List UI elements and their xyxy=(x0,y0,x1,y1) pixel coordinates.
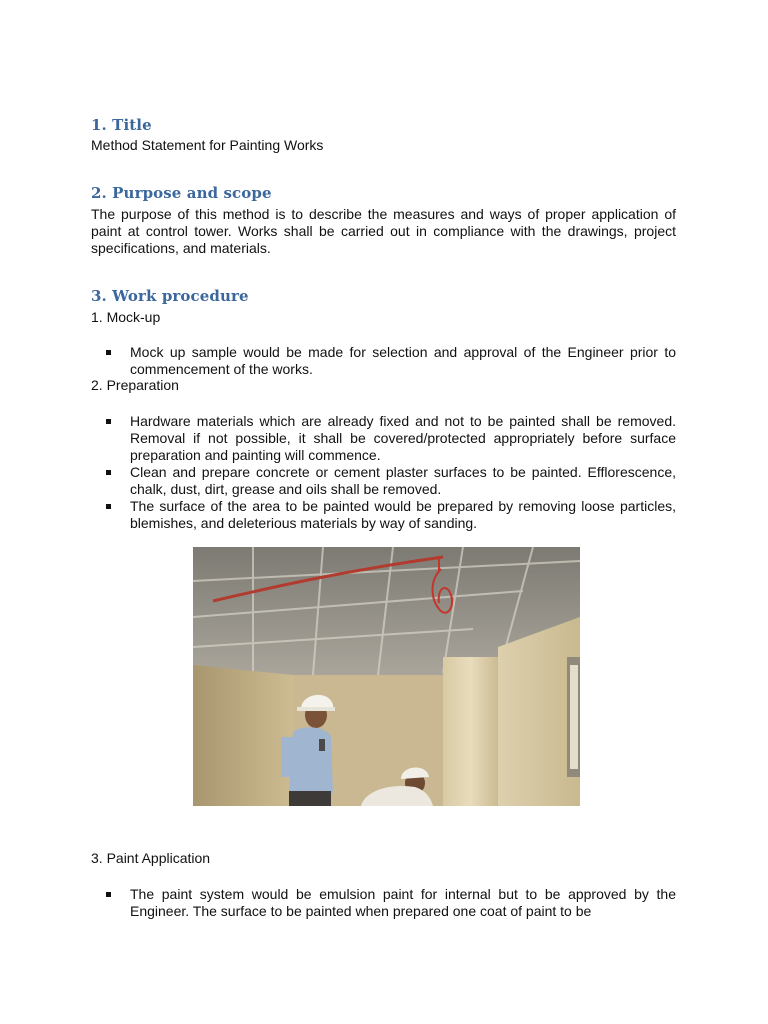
list-item xyxy=(91,344,676,378)
preparation-bullet-list xyxy=(91,413,676,532)
bullet-text: Clean and prepare concrete or cement plaster surfaces to be painted. Efflorescence, chalk, dust, dirt, grease and oils shall be removed. xyxy=(130,464,676,497)
list-item xyxy=(91,886,676,920)
step-label-preparation: 2. Preparation xyxy=(91,377,179,393)
bullet-text: The surface of the area to be painted would be prepared by removing loose particles, blemishes, and deleterious materials by way of sanding. xyxy=(130,498,676,531)
paint-application-bullet-list xyxy=(91,886,676,920)
step-label-mockup: 1. Mock-up xyxy=(91,309,161,325)
section-heading-work-procedure: 3. Work procedure xyxy=(91,287,249,305)
list-item xyxy=(91,464,676,498)
site-photo xyxy=(193,547,580,806)
step-label-paint-application: 3. Paint Application xyxy=(91,850,211,866)
bullet-icon xyxy=(106,892,111,897)
section-heading-title: 1. Title xyxy=(91,116,152,134)
list-item xyxy=(91,413,676,464)
title-text: Method Statement for Painting Works xyxy=(91,137,324,153)
bullet-icon xyxy=(106,504,111,509)
bullet-icon xyxy=(106,419,111,424)
bullet-text: The paint system would be emulsion paint for internal but to be approved by the Engineer. The surface to be painted when prepared one coat of paint to be xyxy=(130,886,676,919)
mockup-bullet-list xyxy=(91,344,676,378)
bullet-icon xyxy=(106,470,111,475)
bullet-icon xyxy=(106,350,111,355)
section-heading-purpose: 2. Purpose and scope xyxy=(91,184,272,202)
list-item xyxy=(91,498,676,532)
purpose-paragraph: The purpose of this method is to describe the measures and ways of proper application of paint at control tower. Works shall be carried out in compliance with the drawings, project specifications, and materials. xyxy=(91,206,676,256)
bullet-text: Mock up sample would be made for selection and approval of the Engineer prior to commencement of the works. xyxy=(130,344,676,377)
bullet-text: Hardware materials which are already fixed and not to be painted shall be removed. Removal if not possible, it shall be covered/protected appropriately before surface preparation and painting will commence. xyxy=(130,413,676,463)
